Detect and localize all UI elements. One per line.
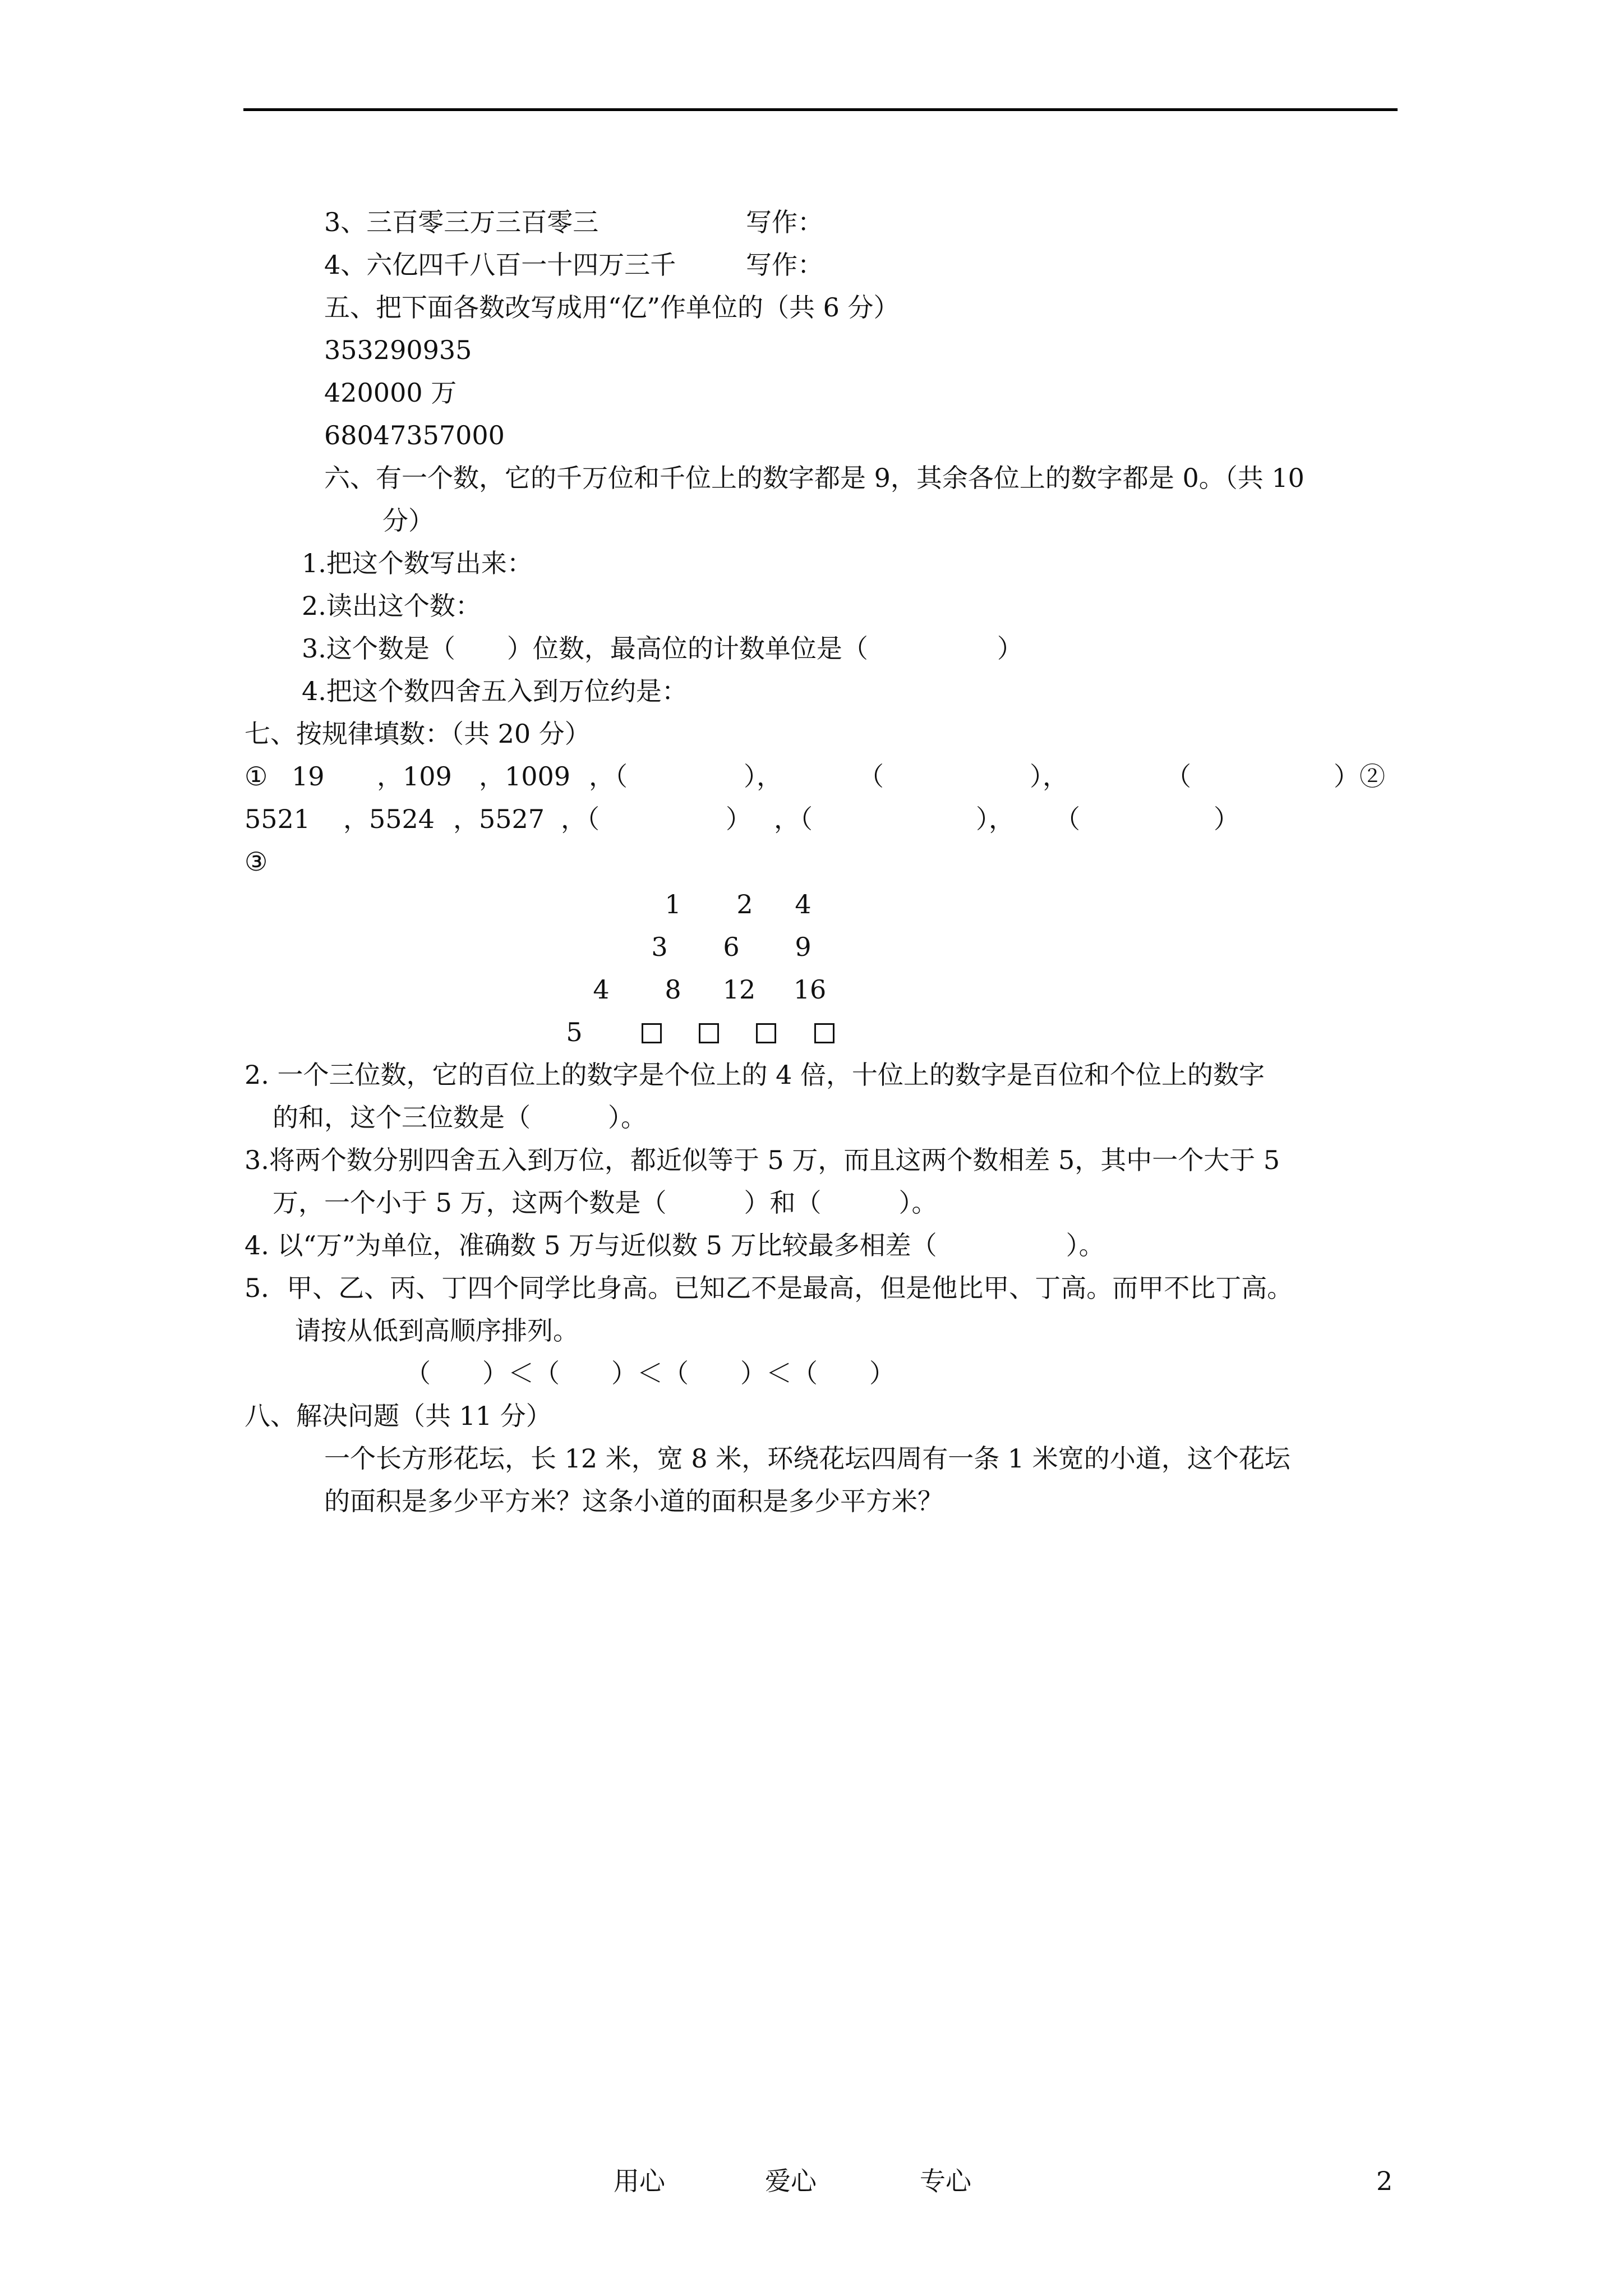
q6-item: 4.把这个数四舍五入到万位约是： [302, 676, 688, 706]
q6-heading: 六、有一个数，它的千万位和千位上的数字都是 9，其余各位上的数字都是 0。（共 10 [324, 463, 1304, 493]
seq2-value: ，（ [774, 804, 813, 834]
q6-heading-cont: 分） [382, 505, 434, 536]
q4-item3-write: 写作： [746, 207, 823, 237]
seq3-mark: ③ [245, 846, 268, 877]
seq2-value: ，（ [561, 804, 600, 834]
seq1-value: ）， [744, 761, 782, 792]
seq2-value: ） [726, 804, 751, 834]
seq1-value: ，109 [377, 761, 452, 792]
blank-square[interactable] [699, 1016, 719, 1048]
q6-item: 3.这个数是（ ）位数，最高位的计数单位是（ ） [302, 633, 1023, 664]
triangle-number: 4 [593, 974, 610, 1005]
triangle-number: 8 [665, 974, 681, 1005]
q7-problem-3: 3.将两个数分别四舍五入到万位，都近似等于 5 万，而且这两个数相差 5，其中一个大于 5 [245, 1145, 1280, 1175]
triangle-number: 6 [723, 932, 740, 962]
q7-problem-5-cont: 请按从低到高顺序排列。 [295, 1315, 579, 1346]
triangle-number: 16 [793, 974, 827, 1005]
triangle-number: 1 [665, 889, 681, 919]
q7-problem-2-cont: 的和，这个三位数是（ ）。 [273, 1102, 647, 1133]
q7-problem-3-cont: 万，一个小于 5 万，这两个数是（ ）和（ ）。 [273, 1188, 938, 1218]
seq1-value: ）② [1334, 761, 1385, 792]
blank-square[interactable] [642, 1016, 662, 1048]
seq1-value: （ [1165, 761, 1191, 792]
q6-item: 1.把这个数写出来： [302, 548, 533, 578]
q8-problem-cont: 的面积是多少平方米？这条小道的面积是多少平方米？ [324, 1486, 943, 1516]
blank-square[interactable] [814, 1016, 834, 1048]
footer-word: 专心 [920, 2166, 971, 2196]
seq1-value: ）， [1030, 761, 1068, 792]
seq2-value: （ [1054, 804, 1080, 834]
triangle-number: 4 [795, 889, 811, 919]
q5-number: 420000 万 [324, 378, 457, 408]
q8-problem: 一个长方形花坛，长 12 米，宽 8 米，环绕花坛四周有一条 1 米宽的小道，这个花坛 [324, 1443, 1290, 1474]
q6-item: 2.读出这个数： [302, 591, 481, 621]
q7-problem-4: 4. 以“万”为单位，准确数 5 万与近似数 5 万比较最多相差（ ）。 [245, 1230, 1105, 1260]
q5-number: 353290935 [324, 335, 472, 365]
seq1-value: （ [858, 761, 884, 792]
q8-heading: 八、解决问题（共 11 分） [245, 1401, 552, 1431]
q4-item4-label: 4、六亿四千八百一十四万三千 [324, 250, 676, 280]
triangle-number: 5 [566, 1017, 583, 1047]
footer-word: 爱心 [765, 2166, 817, 2196]
q7-problem-2: 2. 一个三位数，它的百位上的数字是个位上的 4 倍，十位上的数字是百位和个位上的数字 [245, 1060, 1265, 1090]
q5-heading: 五、把下面各数改写成用“亿”作单位的（共 6 分） [324, 292, 900, 323]
q4-item3-label: 3、三百零三万三百零三 [324, 207, 599, 237]
footer-word: 用心 [614, 2166, 665, 2196]
q4-item4-write: 写作： [746, 250, 823, 280]
triangle-number: 12 [722, 974, 756, 1005]
seq2-value: 5521 [245, 804, 311, 834]
blank-square[interactable] [756, 1016, 776, 1048]
triangle-number: 9 [795, 932, 811, 962]
seq1-value: 19 [292, 761, 325, 792]
q7-problem-5-order: （ ）＜（ ）＜（ ）＜（ ） [405, 1358, 895, 1388]
triangle-number: 3 [651, 932, 668, 962]
header-rule [243, 108, 1398, 111]
seq2-value: ，5527 [453, 804, 545, 834]
seq1-value: ，1009 [479, 761, 571, 792]
seq2-value: ）， [976, 804, 1015, 834]
page-number: 2 [1376, 2166, 1393, 2196]
q5-number: 68047357000 [324, 420, 505, 450]
seq1-mark: ① [245, 761, 268, 792]
q7-heading: 七、按规律填数：（共 20 分） [245, 719, 591, 749]
triangle-number: 2 [736, 889, 753, 919]
seq1-value: ，（ [589, 761, 628, 792]
seq2-value: ） [1214, 804, 1239, 834]
q7-problem-5: 5．甲、乙、丙、丁四个同学比身高。已知乙不是最高，但是他比甲、丁高。而甲不比丁高。 [245, 1273, 1293, 1303]
seq2-value: ，5524 [343, 804, 435, 834]
